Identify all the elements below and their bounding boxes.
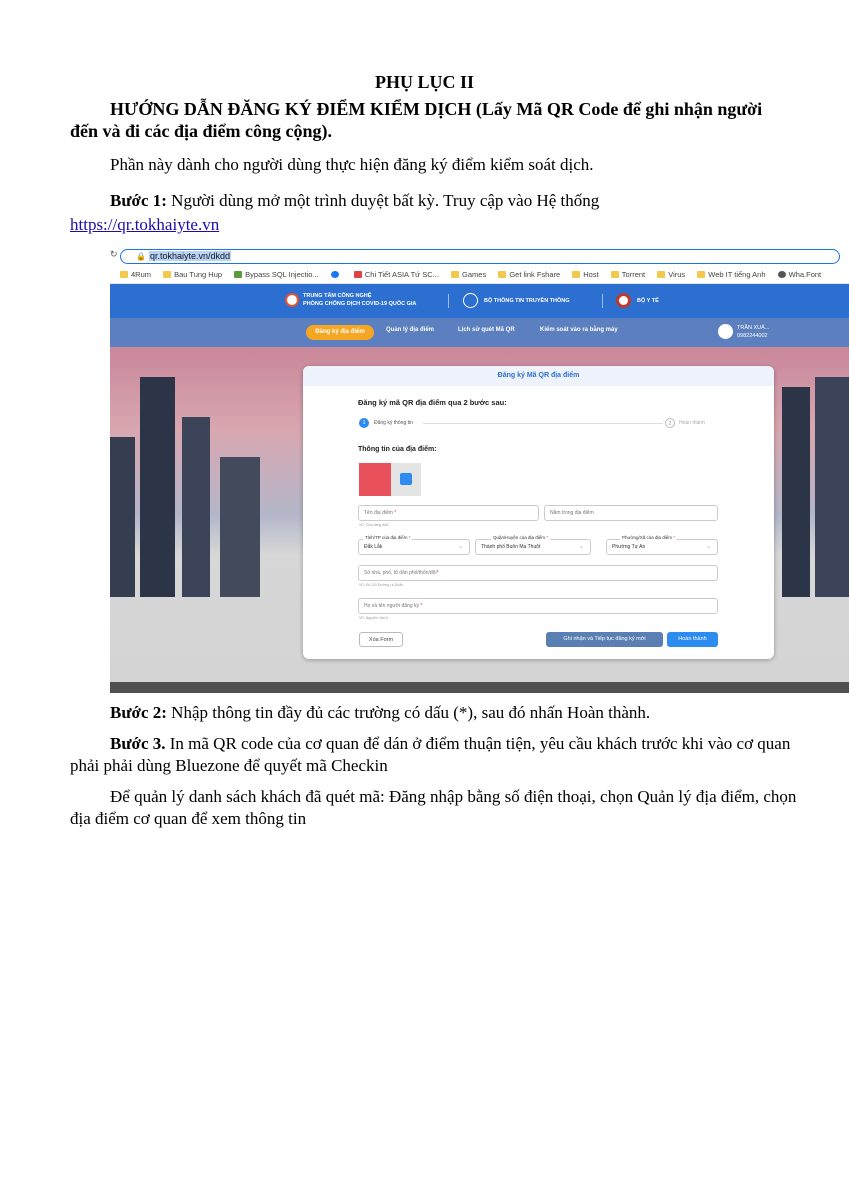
address-hint: VD: Số 120 Đường Lê Duẩn xyxy=(359,583,404,587)
folder-icon xyxy=(697,271,705,278)
org-ministry-info: BỘ THÔNG TIN TRUYỀN THÔNG xyxy=(484,298,570,304)
province-label: Tỉnh/TP của địa điểm * xyxy=(365,535,411,540)
page-bottom-bar xyxy=(110,682,849,693)
covid-center-logo xyxy=(285,293,299,307)
finish-button[interactable]: Hoàn thành xyxy=(667,632,718,647)
building xyxy=(182,417,210,597)
user-info[interactable]: TRẦN XUÂ... 0982244002 xyxy=(737,325,770,339)
final-paragraph: Để quản lý danh sách khách đã quét mã: Đăng nhập bằng số điện thoại, chọn Quản lý địa điểm, chọn địa điểm cơ quan để xem thông tin xyxy=(70,787,797,828)
bookmark-item[interactable]: Get link Fshare xyxy=(498,270,560,279)
step1-paragraph xyxy=(70,190,810,212)
bookmarks-bar xyxy=(110,266,849,284)
section-title: Thông tin của địa điểm: xyxy=(358,446,437,453)
browser-toolbar xyxy=(110,246,849,266)
step3-text: In mã QR code của cơ quan để dán ở điểm thuận tiện, yêu cầu khách trước khi vào cơ quan phải phải dùng Bluezone để quyết mã Checkin xyxy=(70,734,791,775)
bypass-icon xyxy=(234,271,242,278)
system-link[interactable]: https://qr.tokhaiyte.vn xyxy=(70,215,220,234)
folder-icon xyxy=(498,271,506,278)
chevron-down-icon: ⌄ xyxy=(578,544,584,550)
folder-icon xyxy=(451,271,459,278)
folder-icon xyxy=(611,271,619,278)
bookmark-item[interactable]: Host xyxy=(572,270,598,279)
color-swatch[interactable] xyxy=(359,463,391,496)
nav-scan-history[interactable]: Lịch sử quét Mã QR xyxy=(458,327,515,333)
register-qr-card xyxy=(303,366,774,659)
ministry-health-logo xyxy=(616,293,631,308)
step3-label: Bước 3. xyxy=(110,734,166,753)
intro-paragraph: Phần này dành cho người dùng thực hiện đăng ký điểm kiểm soát dịch. xyxy=(110,155,594,174)
bookmark-item[interactable]: Chi Tiết ASIA Tứ SC... xyxy=(354,270,439,279)
step3-paragraph xyxy=(70,733,810,777)
building xyxy=(782,387,810,597)
district-select[interactable]: Thành phố Buôn Ma Thuột ⌄ xyxy=(475,539,591,555)
district-label: Quận/Huyện của địa điểm * xyxy=(493,535,549,540)
building xyxy=(220,457,260,597)
address-field[interactable]: Số nhà, phố, tổ dân phố/thôn/đội* xyxy=(358,565,718,581)
appendix-title: PHỤ LỤC II xyxy=(374,72,474,92)
image-icon xyxy=(400,473,412,485)
site-header xyxy=(110,284,849,318)
nav-manage-place[interactable]: Quản lý địa điểm xyxy=(386,327,435,333)
bookmark-item[interactable]: Bau Tung Hup xyxy=(163,270,222,279)
globe-icon xyxy=(778,271,786,278)
step-line xyxy=(423,423,663,424)
step1-label: Đăng ký thông tin xyxy=(374,420,413,426)
place-name-hint: VD: Cửa hàng ABC xyxy=(359,523,390,527)
building xyxy=(140,377,175,597)
step2-text: Nhập thông tin đầy đủ các trường có dấu (*), sau đó nhấn Hoàn thành. xyxy=(166,703,651,722)
bookmark-item[interactable]: Games xyxy=(451,270,486,279)
bookmark-item[interactable]: Torrent xyxy=(611,270,645,279)
step2-label: Hoàn thành xyxy=(679,420,705,426)
site-icon xyxy=(354,271,362,278)
divider xyxy=(602,294,603,308)
browser-screenshot xyxy=(110,246,849,693)
ward-select[interactable]: Phường Tự An ⌄ xyxy=(606,539,718,555)
building xyxy=(110,437,135,597)
logo-upload[interactable] xyxy=(391,463,421,496)
clear-form-button[interactable]: Xóa Form xyxy=(359,632,403,647)
reload-icon[interactable]: ↻ xyxy=(110,249,118,259)
bookmark-item[interactable]: Web IT tiếng Anh xyxy=(697,270,765,279)
site-nav xyxy=(110,318,849,347)
lock-icon: 🔒 xyxy=(136,252,146,261)
province-select[interactable]: Đắk Lắk ⌄ xyxy=(358,539,470,555)
user-avatar-icon[interactable] xyxy=(718,324,733,339)
building xyxy=(815,377,849,597)
bookmark-item[interactable]: 4Rum xyxy=(120,270,151,279)
step1-text: Người dùng mở một trình duyệt bất kỳ. Truy cập vào Hệ thống xyxy=(166,191,600,210)
bookmark-item[interactable] xyxy=(331,270,342,279)
folder-icon xyxy=(572,271,580,278)
step2-marker: 2 xyxy=(665,418,675,428)
location-field[interactable]: Nằm trong địa điểm xyxy=(544,505,718,521)
bookmark-item[interactable]: Bypass SQL Injectio... xyxy=(234,270,319,279)
nav-register-place[interactable]: Đăng ký địa điểm xyxy=(306,325,374,340)
step2-paragraph xyxy=(70,702,810,724)
folder-icon xyxy=(657,271,665,278)
divider xyxy=(448,294,449,308)
facebook-icon xyxy=(331,271,339,278)
place-name-field[interactable]: Tên địa điểm * xyxy=(358,505,539,521)
ministry-info-logo xyxy=(463,293,478,308)
ward-label: Phường/Xã của địa điểm * xyxy=(622,535,676,540)
step1-marker: 1 xyxy=(359,418,369,428)
url-text: qr.tokhaiyte.vn/dkdd xyxy=(150,251,231,261)
registrant-field[interactable]: Họ và tên người đăng ký * xyxy=(358,598,718,614)
chevron-down-icon: ⌄ xyxy=(457,544,463,550)
step2-label: Bước 2: xyxy=(110,703,167,722)
org-ministry-health: BỘ Y TẾ xyxy=(637,298,659,304)
org-covid-center: TRUNG TÂM CÔNG NGHỆ PHÒNG CHỐNG DỊCH COVID-19 QUỐC GIA xyxy=(303,293,417,307)
card-title: Đăng ký Mã QR địa điểm xyxy=(303,366,774,386)
nav-machine-control[interactable]: Kiểm soát vào ra bằng máy xyxy=(540,327,618,333)
step1-link-line xyxy=(70,214,810,236)
registrant-hint: VD: Nguyễn Văn A xyxy=(359,616,389,620)
save-continue-button[interactable]: Ghi nhận và Tiếp tục đăng ký mới xyxy=(546,632,663,647)
guide-heading: HƯỚNG DẪN ĐĂNG KÝ ĐIỂM KIỂM DỊCH (Lấy Mã QR Code để ghi nhận người đến và đi các địa điểm công cộng). xyxy=(70,99,763,141)
form-subtitle: Đăng ký mã QR địa điểm qua 2 bước sau: xyxy=(358,398,507,407)
address-bar[interactable] xyxy=(120,249,840,264)
chevron-down-icon: ⌄ xyxy=(705,544,711,550)
step1-label: Bước 1: xyxy=(110,191,167,210)
bookmark-item[interactable]: Virus xyxy=(657,270,685,279)
folder-icon xyxy=(163,271,171,278)
bookmark-item[interactable]: Wha.Font xyxy=(778,270,822,279)
folder-icon xyxy=(120,271,128,278)
